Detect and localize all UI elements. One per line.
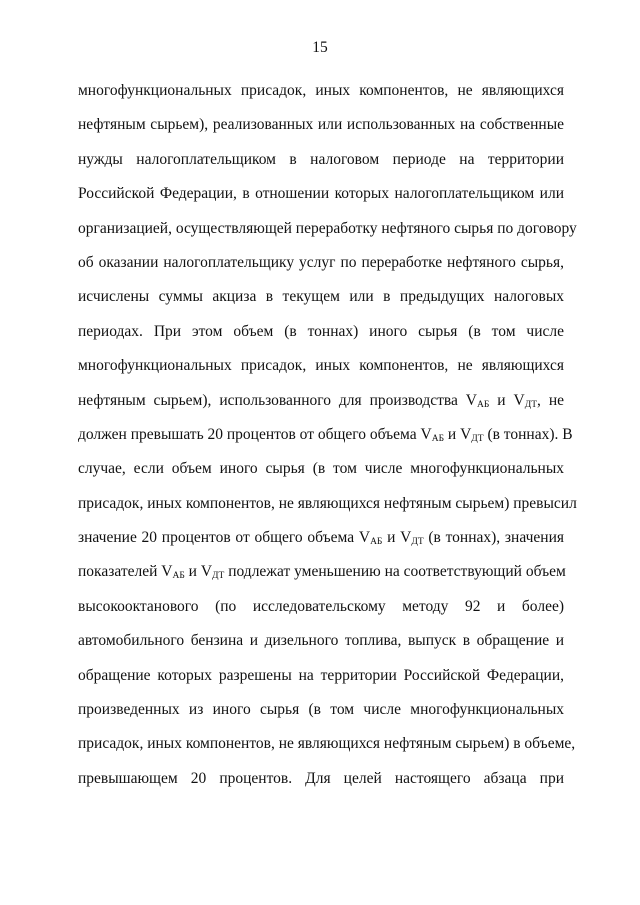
- text-line: [78, 590, 564, 624]
- text-run: должен превышать 20 процентов от общего объема V: [78, 425, 432, 443]
- text-run: организацией, осуществляющей переработку нефтяного сырья по договору: [78, 219, 577, 237]
- text-run: нефтяным сырьем), реализованных или использованных на собственные: [78, 116, 564, 134]
- text-run: произведенных из иного сырья (в том числе многофункциональных: [78, 701, 564, 719]
- text-line: [78, 418, 573, 452]
- text-run: многофункциональных присадок, иных компонентов, не являющихся: [78, 357, 564, 375]
- page-number: 15: [312, 39, 328, 56]
- text-line: [78, 727, 576, 761]
- text-line: [78, 177, 564, 211]
- text-run: автомобильного бензина и дизельного топлива, выпуск в обращение и: [78, 632, 564, 650]
- text-line: [78, 384, 564, 418]
- text-line: [78, 521, 564, 555]
- text-run: обращение которых разрешены на территории Российской Федерации,: [78, 666, 564, 684]
- subscript: ДТ: [212, 571, 225, 582]
- text-line: [78, 349, 564, 383]
- text-run: Российской Федерации, в отношении которых налогоплательщиком или: [78, 185, 564, 203]
- text-line: [78, 659, 564, 693]
- text-run: и V: [489, 391, 525, 409]
- text-run: присадок, иных компонентов, не являющихся нефтяным сырьем) превысил: [78, 494, 577, 512]
- text-run: (в тоннах), значения: [423, 529, 564, 547]
- text-line: [78, 452, 564, 486]
- text-run: подлежат уменьшению на соответствующий объем: [224, 563, 566, 581]
- text-line: [78, 212, 577, 246]
- subscript: АБ: [370, 537, 383, 548]
- text-line: [78, 143, 564, 177]
- text-run: значение 20 процентов от общего объема V: [78, 529, 371, 547]
- text-line: [78, 693, 564, 727]
- text-line: [78, 280, 564, 314]
- text-run: и V: [184, 563, 213, 581]
- text-run: , не: [537, 391, 565, 409]
- text-run: превышающем 20 процентов. Для целей настоящего абзаца при: [78, 769, 564, 787]
- text-line: [78, 74, 564, 108]
- subscript: ДТ: [524, 399, 538, 410]
- text-run: (в тоннах). В: [483, 425, 573, 443]
- body-text: [78, 74, 577, 796]
- text-run: нефтяным сырьем), использованного для производства V: [78, 391, 478, 409]
- text-run: многофункциональных присадок, иных компонентов, не являющихся: [78, 82, 564, 99]
- text-line: [78, 315, 564, 349]
- text-run: исчислены суммы акциза в текущем или в предыдущих налоговых: [78, 288, 564, 306]
- text-line: [78, 246, 564, 280]
- text-run: нужды налогоплательщиком в налоговом периоде на территории: [78, 150, 564, 168]
- text-run: об оказании налогоплательщику услуг по переработке нефтяного сырья,: [78, 253, 564, 271]
- subscript: ДТ: [411, 537, 424, 548]
- text-run: случае, если объем иного сырья (в том числе многофункциональных: [78, 460, 564, 478]
- text-run: высокооктанового (по исследовательскому методу 92 и более): [78, 597, 564, 615]
- text-run: и V: [382, 529, 412, 547]
- text-line: [78, 762, 564, 796]
- subscript: АБ: [172, 571, 185, 582]
- text-line: [78, 555, 564, 589]
- text-line: [78, 108, 564, 142]
- subscript: АБ: [477, 399, 490, 410]
- text-run: показателей V: [78, 563, 173, 581]
- subscript: АБ: [431, 433, 445, 444]
- subscript: ДТ: [471, 433, 484, 444]
- text-line: [78, 487, 577, 521]
- text-run: присадок, иных компонентов, не являющихся нефтяным сырьем) в объеме,: [78, 735, 576, 753]
- text-run: периодах. При этом объем (в тоннах) иного сырья (в том числе: [78, 322, 564, 340]
- text-run: и V: [444, 425, 472, 443]
- text-line: [78, 624, 564, 658]
